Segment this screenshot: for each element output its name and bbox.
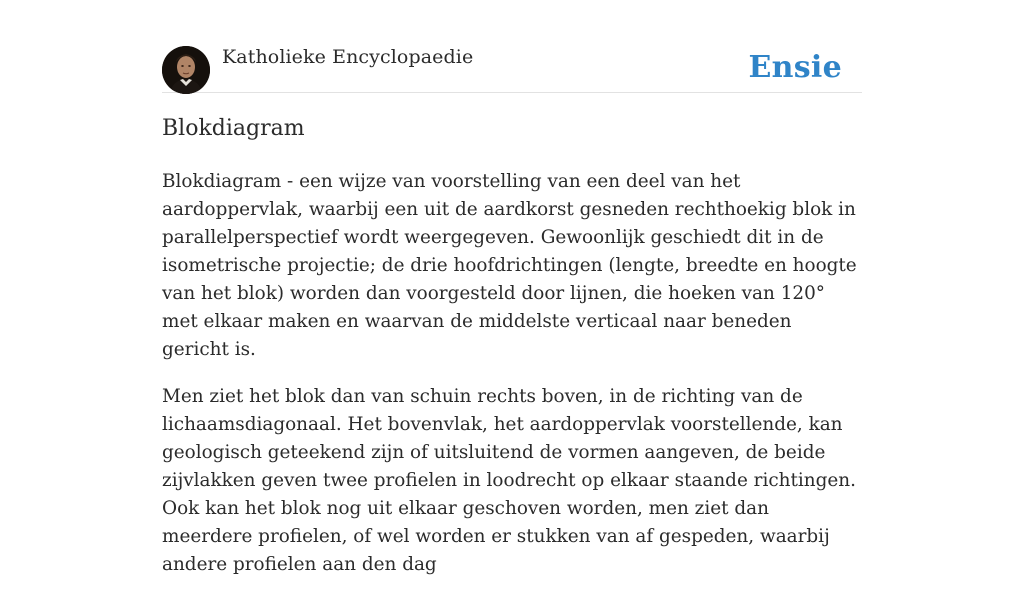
site-name[interactable]: Katholieke Encyclopaedie [222, 46, 474, 68]
article-title: Blokdiagram [162, 116, 305, 141]
article-paragraph: Men ziet het blok dan van schuin rechts boven, in de richting van de lichaamsdiagonaal. Het bovenvlak, het aardoppervlak voorstellende, kan geologisch geteekend zijn of uitsluitend de vormen aangeven, de beide zijvlakken geven twee profielen in loodrecht op elkaar staande richtingen. Ook kan het blok nog uit elkaar geschoven worden, men ziet dan meerdere profielen, of wel worden er stukken van af gespeden, waarbij andere profielen aan den dag [162, 386, 856, 575]
site-header [162, 40, 862, 93]
article-body [162, 168, 862, 598]
brand-logo[interactable]: Ensie [748, 50, 842, 85]
article-paragraph: Blokdiagram - een wijze van voorstelling van een deel van het aardoppervlak, waarbij een uit de aardkorst gesneden rechthoekig blok in parallelperspectief wordt weergegeven. Gewoonlijk geschiedt dit in de isometrische projectie; de drie hoofdrichtingen (lengte, breedte en hoogte van het blok) worden dan voorgesteld door lijnen, die hoeken van 120° met elkaar maken en waarvan de middelste verticaal naar beneden gericht is. [162, 171, 857, 360]
portrait-avatar-icon[interactable] [162, 46, 210, 94]
